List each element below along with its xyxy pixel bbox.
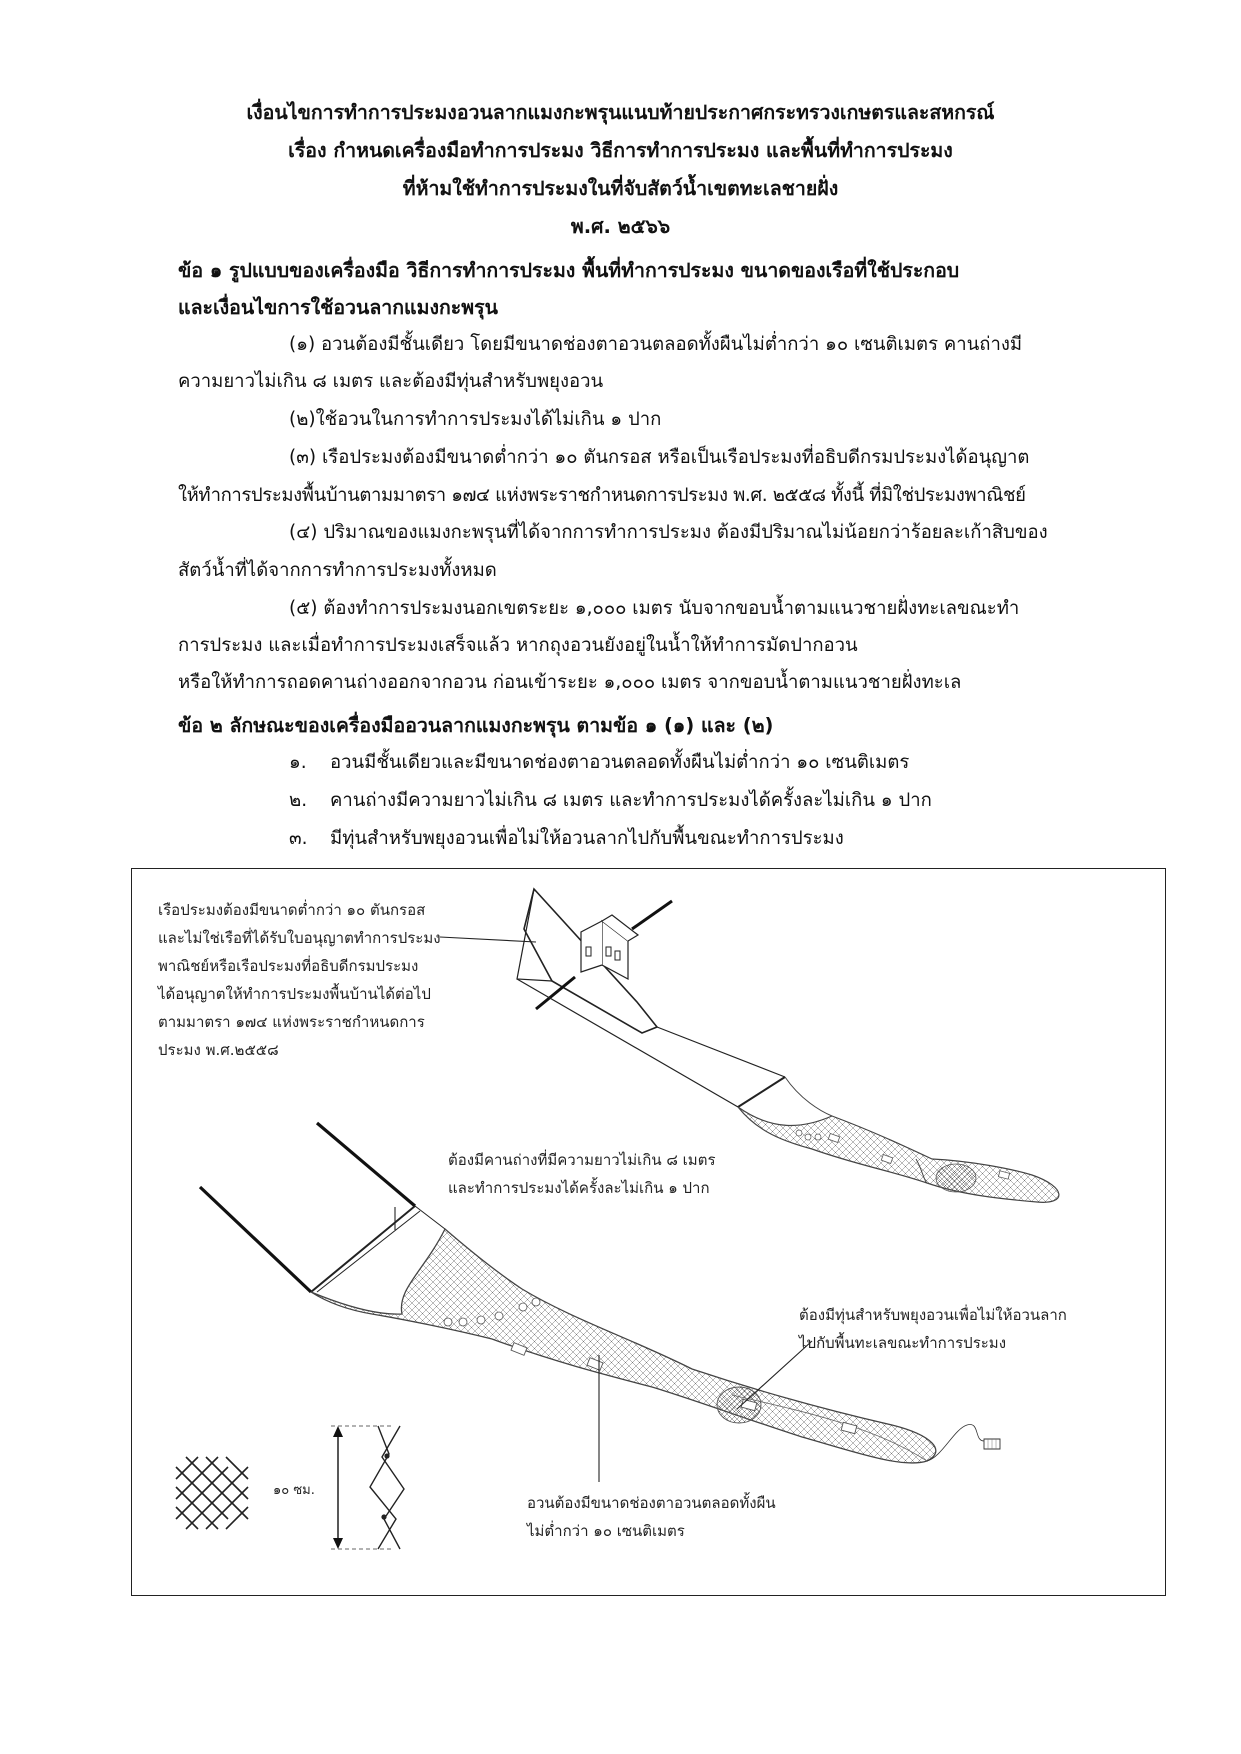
clause1-item5-line1: (๕) ต้องทำการประมงนอกเขตระยะ ๑,๐๐๐ เมตร นับจากขอบน้ำตามแนวชายฝั่งทะเลขณะทำ xyxy=(289,598,1020,619)
clause1-item3-line1: (๓) เรือประมงต้องมีขนาดต่ำกว่า ๑๐ ตันกรอส หรือเป็นเรือประมงที่อธิบดีกรมประมงได้อนุญาต xyxy=(289,447,1030,468)
fishing-boat xyxy=(517,889,672,1033)
clause1-heading-line1: ข้อ ๑ รูปแบบของเครื่องมือ วิธีการทำการประมง พื้นที่ทำการประมง ขนาดของเรือที่ใช้ประกอบ xyxy=(178,259,960,282)
doc-title-line1: เงื่อนไขการทำการประมงอวนลากแมงกะพรุนแนบท้ายประกาศกระทรวงเกษตรและสหกรณ์ xyxy=(246,101,995,124)
boat-size-note: เรือประมงต้องมีขนาดต่ำกว่า ๑๐ ตันกรอส และไม่ใช่เรือที่ได้รับใบอนุญาตทำการประมง พาณิชย์หรือเรือประมงที่อธิบดีกรมประมง ได้อนุญาตให้ทำการประมงพื้นบ้านได้ต่อไป ตามมาตรา ๑๗๔ แห่งพระราชกำหนดการ ประมง พ.ศ.๒๕๕๘ xyxy=(158,901,441,1059)
float-can xyxy=(984,1439,1000,1449)
clause2-item1-num: ๑. xyxy=(289,752,307,773)
lower-tow-lines xyxy=(200,1123,445,1292)
clause1-item4-line2: สัตว์น้ำที่ได้จากการทำการประมงทั้งหมด xyxy=(178,560,497,581)
mesh-size-label: ๑๐ ซม. xyxy=(273,1483,315,1498)
clause1-item5-line2: การประมง และเมื่อทำการประมงเสร็จแล้ว หากถุงอวนยังอยู่ในน้ำให้ทำการมัดปากอวน xyxy=(178,635,858,656)
clause2-item2-text: คานถ่างมีความยาวไม่เกิน ๘ เมตร และทำการประมงได้ครั้งละไม่เกิน ๑ ปาก xyxy=(330,790,932,811)
clause2-item1-text: อวนมีชั้นเดียวและมีขนาดช่องตาอวนตลอดทั้งผืนไม่ต่ำกว่า ๑๐ เซนติเมตร xyxy=(330,752,910,773)
clause1-item1-line2: ความยาวไม่เกิน ๘ เมตร และต้องมีทุ่นสำหรับพยุงอวน xyxy=(178,371,604,392)
clause2-item3-text: มีทุ่นสำหรับพยุงอวนเพื่อไม่ให้อวนลากไปกับพื้นขณะทำการประมง xyxy=(330,828,844,849)
doc-title-line2: เรื่อง กำหนดเครื่องมือทำการประมง วิธีการทำการประมง และพื้นที่ทำการประมง xyxy=(288,139,953,162)
clause2-heading: ข้อ ๒ ลักษณะของเครื่องมืออวนลากแมงกะพรุน ตามข้อ ๑ (๑) และ (๒) xyxy=(178,714,774,737)
boat-cabin xyxy=(581,915,638,979)
clause2-item2-num: ๒. xyxy=(289,790,308,811)
mesh-size-dimension xyxy=(331,1426,404,1549)
doc-title-line3: ที่ห้ามใช้ทำการประมงในที่จับสัตว์น้ำเขตทะเลชายฝั่ง xyxy=(402,177,839,200)
mesh-detail xyxy=(176,1457,248,1529)
upper-trawl-net xyxy=(738,1077,1059,1202)
clause1-item3-line2: ให้ทำการประมงพื้นบ้านตามมาตรา ๑๗๔ แห่งพระราชกำหนดการประมง พ.ศ. ๒๕๕๘ ทั้งนี้ ที่มิใช่ประมงพาณิชย์ xyxy=(178,485,1026,506)
upper-tow-lines xyxy=(517,979,785,1107)
clause2-item3-num: ๓. xyxy=(289,828,308,849)
beam-length-note: ต้องมีคานถ่างที่มีความยาวไม่เกิน ๘ เมตร และทำการประมงได้ครั้งละไม่เกิน ๑ ปาก xyxy=(448,1151,716,1197)
float-note: ต้องมีทุ่นสำหรับพยุงอวนเพื่อไม่ให้อวนลาก ไปกับพื้นทะเลขณะทำการประมง xyxy=(799,1306,1067,1352)
clause1-item1-line1: (๑) อวนต้องมีชั้นเดียว โดยมีขนาดช่องตาอวนตลอดทั้งผืนไม่ต่ำกว่า ๑๐ เซนติเมตร คานถ่างมี xyxy=(289,334,1023,355)
doc-title-year: พ.ศ. ๒๕๖๖ xyxy=(570,215,671,238)
trawl-net-diagram xyxy=(131,868,1166,1596)
clause1-heading-line2: และเงื่อนไขการใช้อวนลากแมงกะพรุน xyxy=(178,296,498,319)
clause1-item4-line1: (๔) ปริมาณของแมงกะพรุนที่ได้จากการทำการประมง ต้องมีปริมาณไม่น้อยกว่าร้อยละเก้าสิบของ xyxy=(289,522,1048,543)
clause1-item2-line1: (๒)ใช้อวนในการทำการประมงได้ไม่เกิน ๑ ปาก xyxy=(289,409,662,430)
clause1-item5-line3: หรือให้ทำการถอดคานถ่างออกจากอวน ก่อนเข้าระยะ ๑,๐๐๐ เมตร จากขอบน้ำตามแนวชายฝั่งทะเล xyxy=(178,672,962,693)
mesh-size-note: อวนต้องมีขนาดช่องตาอวนตลอดทั้งผืน ไม่ต่ำกว่า ๑๐ เซนติเมตร xyxy=(527,1494,776,1540)
